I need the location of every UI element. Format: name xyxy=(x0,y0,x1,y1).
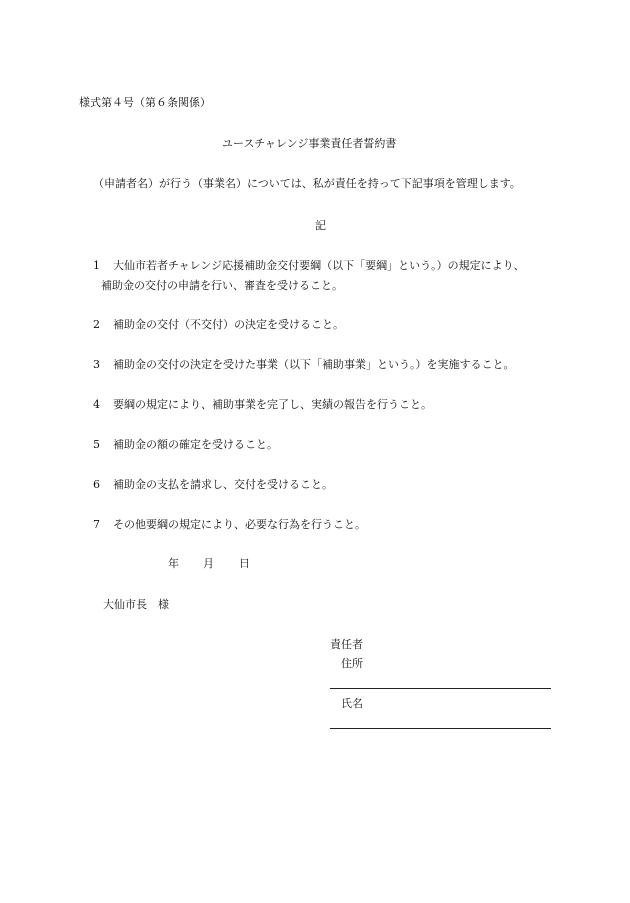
item-number: 2 xyxy=(93,318,100,331)
document-title: ユースチャレンジ事業責任者誓約書 xyxy=(222,137,397,150)
date-year: 年 xyxy=(168,557,179,570)
address-label: 住所 xyxy=(341,657,363,670)
address-line xyxy=(330,688,551,689)
form-number: 様式第４号（第６条関係） xyxy=(79,96,211,109)
list-item xyxy=(93,318,344,332)
item-number: 5 xyxy=(93,438,100,451)
addressee: 大仙市長 様 xyxy=(103,598,169,611)
ki-heading: 記 xyxy=(315,219,326,232)
intro-paragraph: （申請者名）が行う（事業名）については、私が責任を持って下記事項を管理します。 xyxy=(93,177,521,190)
item-number: 6 xyxy=(93,478,100,491)
date-month: 月 xyxy=(203,557,214,570)
item-number: 3 xyxy=(93,358,100,371)
list-item xyxy=(93,518,366,532)
item-continuation: 補助金の交付の申請を行い、審査を受けること。 xyxy=(101,279,343,292)
item-number: 7 xyxy=(93,518,100,531)
item-text: 補助金の額の確定を受けること。 xyxy=(113,438,278,451)
date-day: 日 xyxy=(239,557,250,570)
list-item xyxy=(93,438,278,452)
list-item xyxy=(93,358,515,372)
item-text: その他要綱の規定により、必要な行為を行うこと。 xyxy=(113,518,366,531)
signer-heading: 責任者 xyxy=(330,638,363,651)
list-item xyxy=(93,398,432,412)
name-label: 氏名 xyxy=(341,697,363,710)
item-number: 4 xyxy=(93,398,100,411)
item-text: 大仙市若者チャレンジ応援補助金交付要綱（以下「要綱」という。）の規定により、 xyxy=(113,259,525,272)
list-item xyxy=(93,259,525,273)
name-line xyxy=(330,728,551,729)
item-text: 補助金の支払を請求し、交付を受けること。 xyxy=(113,478,333,491)
item-number: 1 xyxy=(93,259,100,272)
list-item xyxy=(93,478,333,492)
item-text: 補助金の交付の決定を受けた事業（以下「補助事業」という。）を実施すること。 xyxy=(113,358,515,371)
item-text: 要綱の規定により、補助事業を完了し、実績の報告を行うこと。 xyxy=(113,398,432,411)
item-text: 補助金の交付（不交付）の決定を受けること。 xyxy=(113,318,344,331)
